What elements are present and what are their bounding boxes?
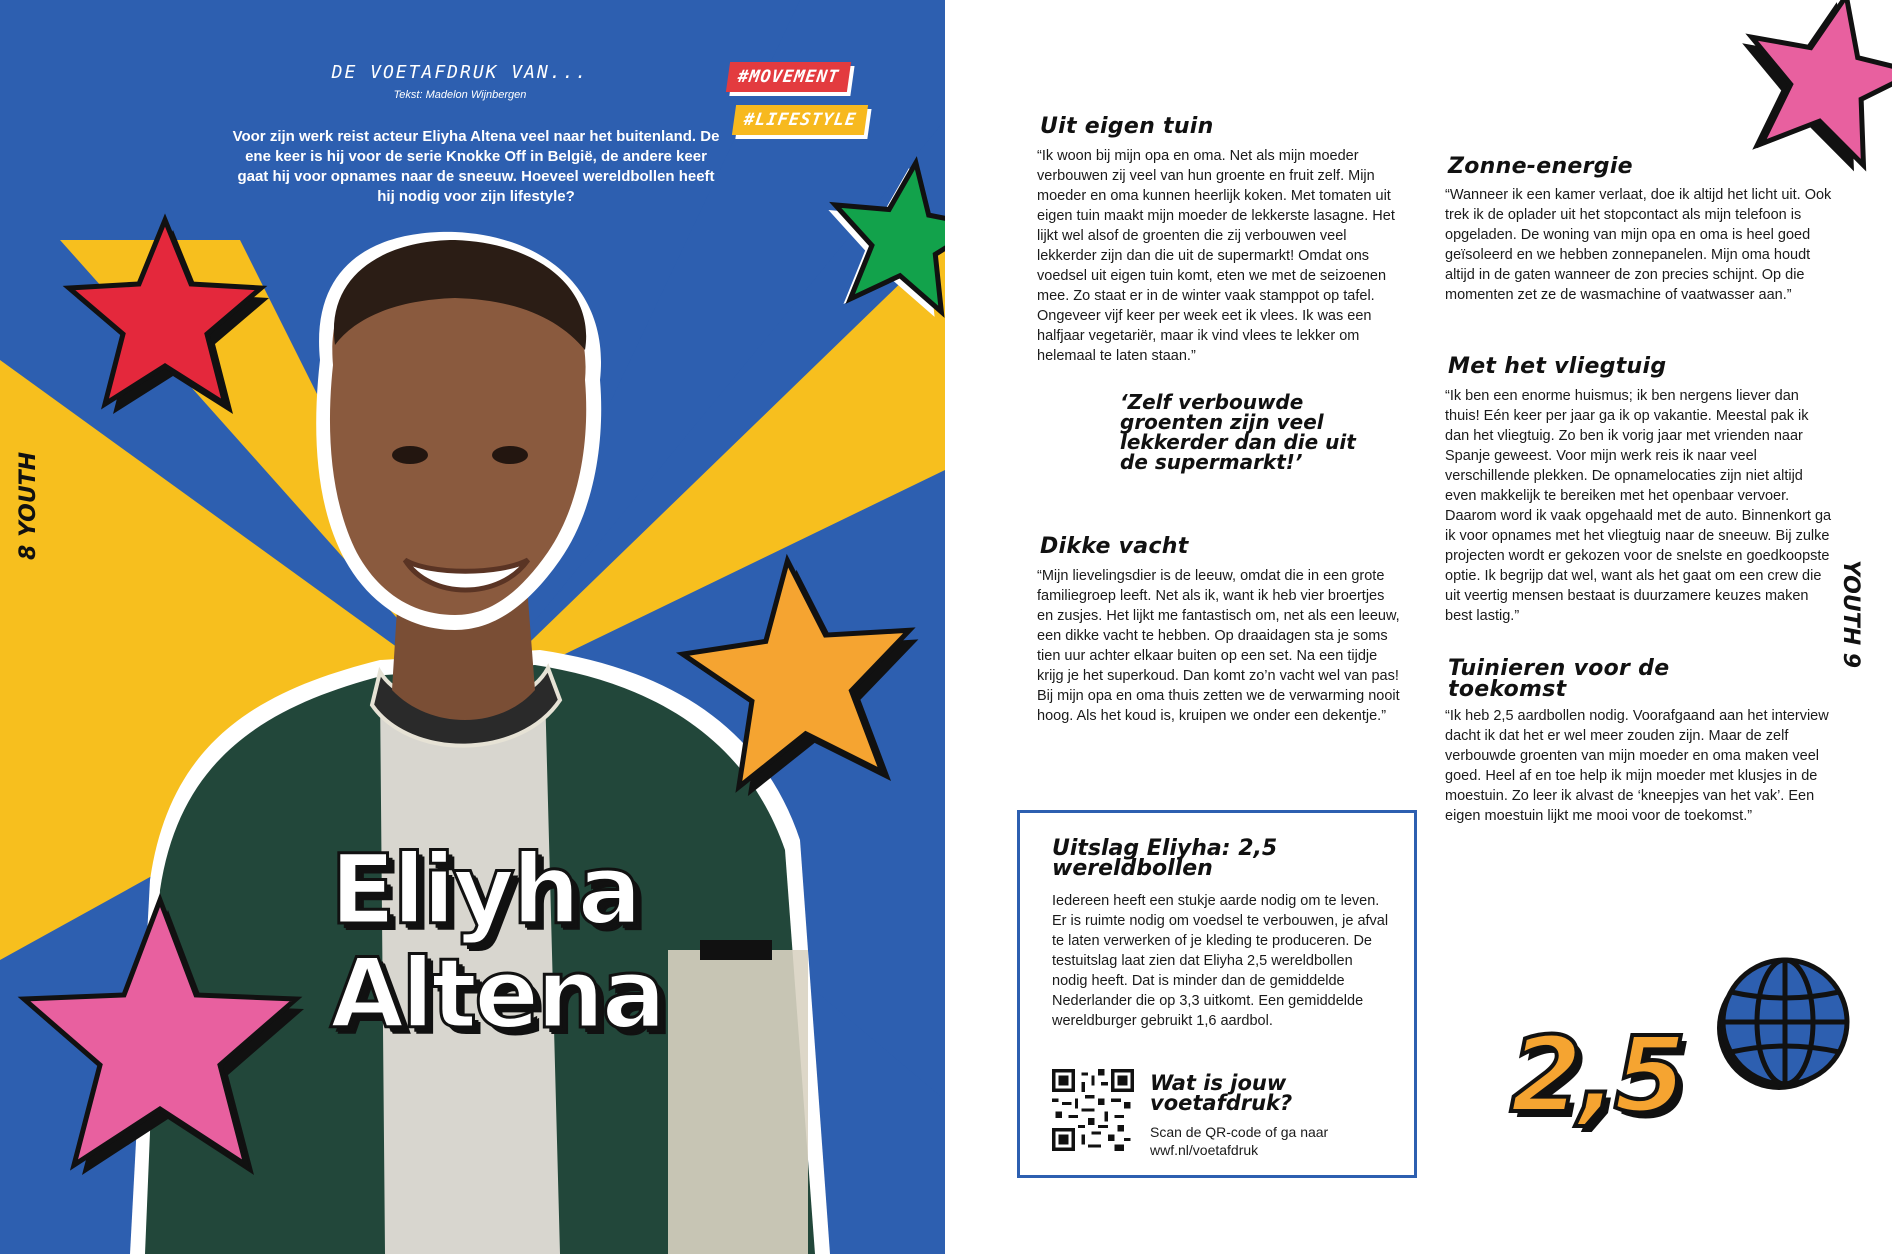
result-box bbox=[1017, 810, 1417, 1178]
name-title bbox=[330, 834, 890, 1050]
intro-heading: DE VOETAFDRUK VAN... bbox=[331, 62, 589, 83]
folio-right: YOUTH 9 bbox=[1838, 560, 1863, 669]
section-body-zonne-energie: “Wanneer ik een kamer verlaat, doe ik altijd het licht uit. Ook trek ik de oplader uit het stopcontact als mijn telefoon is opgeladen. De woning van mijn opa en oma is heel goed geïsoleerd en we hebben zonnepanelen. Mijn oma houdt altijd in de gaten wanneer de zon precies schijnt. Op die momenten zet ze de wasmachine of vaatwasser aan.” bbox=[1445, 187, 1832, 303]
green-star bbox=[816, 152, 945, 322]
section-body-met-het-vliegtuig: “Ik ben een enorme huismus; ik ben nergens liever dan thuis! Eén keer per jaar ga ik op vakantie. Meestal pak ik dan het vliegtuig. Zo ben ik vorig jaar met vrienden naar Spanje geweest. Voor mijn werk reis ik naar veel verschillende plekken. De opnamelocaties zijn niet altijd even makkelijk te bereiken met het openbaar vervoer. Daarom word ik vaak opgehaald met de auto. Binnenkort ga ik voor opnames met het vliegtuig naar de sneeuw. Bij zulke projecten wordt er gekozen voor de snelste en goedkoopste optie. Ik begrijp dat wel, want als het gaat om een crew die uit veertig mensen bestaat is duurzamere keuzes maken best lastig.” bbox=[1445, 388, 1832, 624]
pink-corner-star bbox=[1740, 0, 1892, 180]
section-title-uit-eigen-tuin: Uit eigen tuin bbox=[1040, 114, 1214, 139]
section-title-met-het-vliegtuig: Met het vliegtuig bbox=[1448, 354, 1667, 379]
result-title: Uitslag Eliyha: 2,5 wereldbollen bbox=[1052, 836, 1278, 881]
portrait-illustration bbox=[0, 0, 945, 1254]
section-body-dikke-vacht: “Mijn lievelingsdier is de leeuw, omdat die in een grote familiegroep leeft. Net als ik, want ik heb vier broertjes en zusjes. Het lijkt me fantastisch om, net als een leeuw, een dikke vacht te hebben. Op draaidagen sta je soms tien uur achter elkaar buiten op een set. Na een tijdje krijg je het superkoud. Dan komt zo’n vacht wel van pas! Bij mijn opa en oma thuis zetten we de verwarming nooit hoog. Als het koud is, kruipen we onder een dekentje.” bbox=[1037, 568, 1400, 724]
pull-quote: ‘Zelf verbouwde groenten zijn veel lekkerder dan die uit de supermarkt!’ bbox=[1120, 390, 1356, 474]
name-first: Eliyha bbox=[330, 834, 640, 946]
section-title-tuinieren: Tuinieren voor de toekomst bbox=[1448, 656, 1670, 702]
section-title-dikke-vacht: Dikke vacht bbox=[1040, 534, 1189, 559]
score-value: 2,5 bbox=[1510, 1014, 1683, 1136]
qr-code[interactable] bbox=[1052, 1069, 1134, 1151]
left-page bbox=[0, 0, 945, 1254]
byline: Tekst: Madelon Wijnbergen bbox=[393, 89, 527, 101]
cta-title: Wat is jouw voetafdruk? bbox=[1150, 1071, 1293, 1115]
cta-text: Scan de QR-code of ga naar wwf.nl/voetafdruk bbox=[1150, 1124, 1329, 1158]
right-page bbox=[945, 0, 1892, 1254]
section-body-tuinieren: “Ik heb 2,5 aardbollen nodig. Voorafgaand aan het interview dacht ik dat het er wel meer zouden zijn. Maar de zelf verbouwde groenten van mijn moeder en oma maken veel goed. Heel af en toe help ik mijn moeder met klusjes in de moestuin. Zo leer ik alvast de ‘kneepjes van het vak’. Een eigen moestuin lijkt me mooi voor de toekomst.” bbox=[1445, 708, 1829, 824]
section-body-uit-eigen-tuin: “Ik woon bij mijn opa en oma. Net als mijn moeder verbouwen zij veel van hun groente en fruit zelf. Mijn moeder en oma kunnen heerlijk koken. Met tomaten uit eigen tuin maakt mijn moeder de lekkerste lasagne. Het lijkt wel alsof de groenten die zij verbouwen veel lekkerder zijn dan die uit de supermarkt! Omdat ons voedsel uit eigen tuin komt, eten we met de seizoenen mee. Zo staat er in de winter vaak stamppot op tafel. Ongeveer vijf keer per week eet ik vlees. Ik was een halfjaar vegetariër, maar ik vind vlees te lekker om helemaal te laten staan.” bbox=[1037, 148, 1395, 364]
tag-movement: #MOVEMENT bbox=[726, 62, 851, 92]
name-last: Altena bbox=[330, 938, 664, 1050]
tag-lifestyle: #LIFESTYLE bbox=[732, 105, 869, 135]
folio-left: 8 YOUTH bbox=[16, 451, 41, 560]
result-body: Iedereen heeft een stukje aarde nodig om te leven. Er is ruimte nodig om voedsel te verbouwen, je afval te laten verwerken of je kleding te produceren. De testuitslag laat zien dat Eliyha 2,5 wereldbollen nodig heeft. Dat is minder dan de gemiddelde Nederlander die op 3,3 uitkomt. Een gemiddelde wereldburger gebruikt 1,6 aardbol. bbox=[1052, 893, 1389, 1029]
section-title-zonne-energie: Zonne-energie bbox=[1448, 154, 1633, 179]
intro-text: Voor zijn werk reist acteur Eliyha Altena veel naar het buitenland. De ene keer is hij voor de serie Knokke Off in België, de andere keer gaat hij voor opnames naar de sneeuw. Hoeveel wereldbollen heeft hij nodig voor zijn lifestyle? bbox=[232, 128, 720, 205]
red-star bbox=[69, 220, 269, 414]
